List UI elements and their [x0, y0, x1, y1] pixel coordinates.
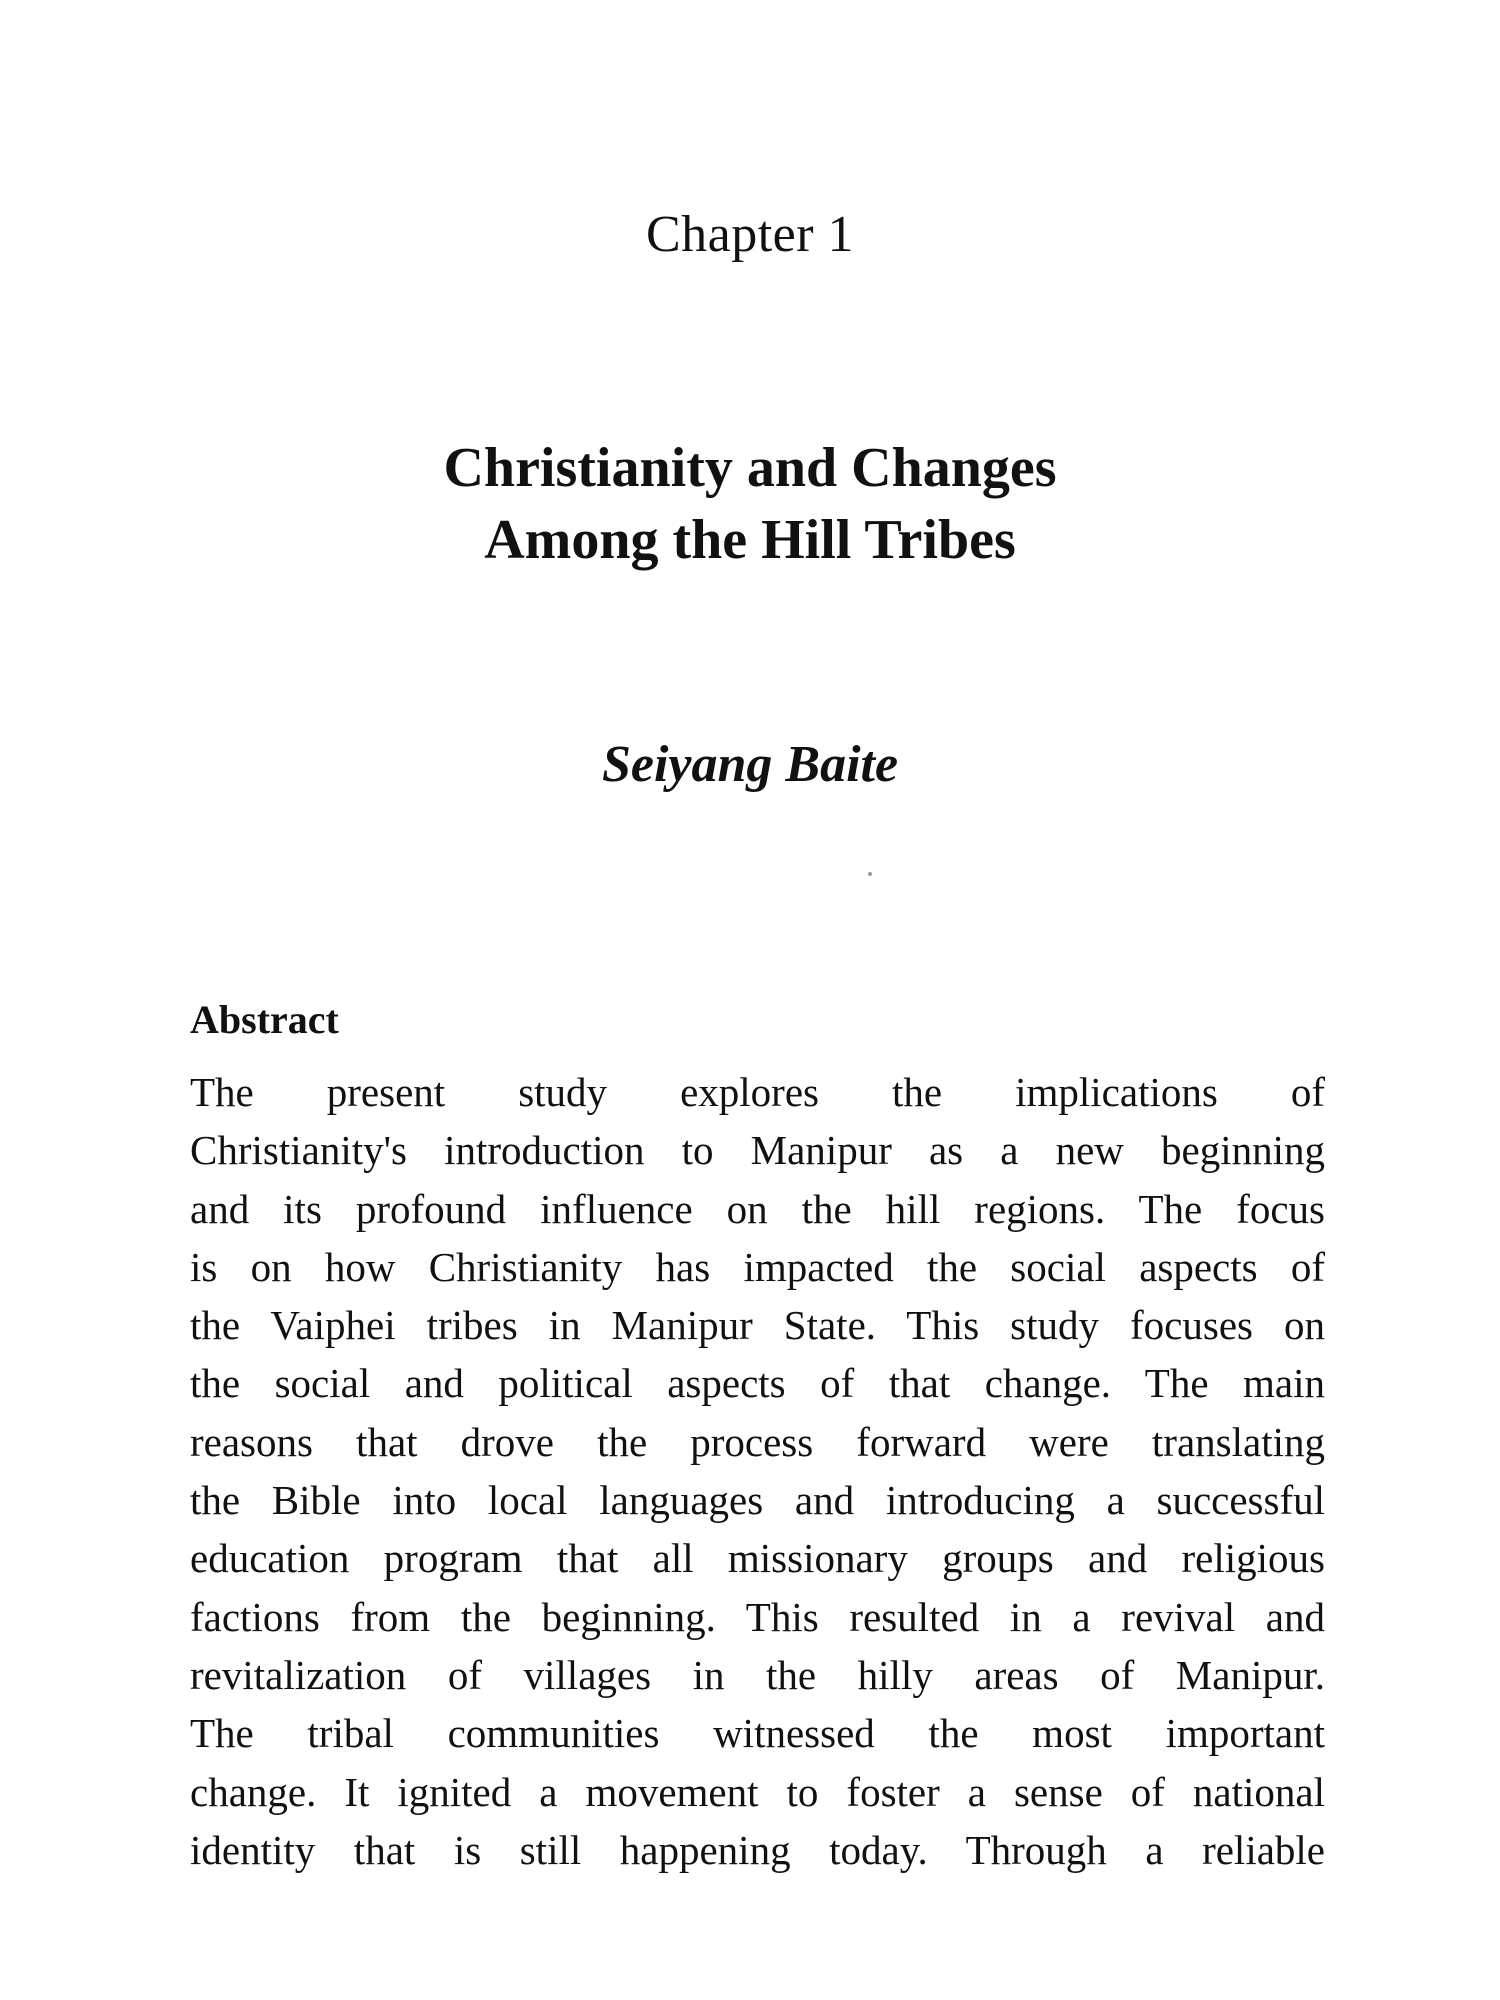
abstract-line: change. It ignited a movement to foster a sense of national: [190, 1768, 1325, 1815]
abstract-line: the Vaiphei tribes in Manipur State. This study focuses on: [190, 1302, 1325, 1349]
abstract-line: reasons that drove the process forward were translating: [190, 1418, 1325, 1465]
abstract-line: The tribal communities witnessed the most important: [190, 1710, 1325, 1757]
abstract-line: is on how Christianity has impacted the social aspects of: [190, 1243, 1325, 1290]
abstract-line: Christianity's introduction to Manipur as a new beginning: [190, 1127, 1325, 1174]
chapter-title-line: Christianity and Changes: [443, 437, 1057, 499]
abstract-line: The present study explores the implications of: [190, 1069, 1325, 1115]
print-speck: [868, 872, 872, 876]
abstract-line: and its profound influence on the hill regions. The focus: [190, 1185, 1325, 1232]
abstract-line: education program that all missionary groups and religious: [190, 1535, 1325, 1582]
chapter-label: Chapter 1: [645, 206, 855, 263]
abstract-heading: Abstract: [190, 997, 339, 1042]
abstract-line: revitalization of villages in the hilly areas of Manipur.: [190, 1651, 1325, 1698]
abstract-body: [190, 1063, 1325, 1879]
abstract-line: the social and political aspects of that change. The main: [190, 1360, 1325, 1407]
author-name: Seiyang Baite: [601, 736, 899, 793]
chapter-title: [0, 432, 1500, 576]
abstract-line: the Bible into local languages and introducing a successful: [190, 1477, 1325, 1524]
chapter-title-line: Among the Hill Tribes: [484, 509, 1016, 571]
abstract-line: factions from the beginning. This resulted in a revival and: [190, 1593, 1325, 1640]
abstract-line: identity that is still happening today. Through a reliable: [190, 1826, 1325, 1873]
